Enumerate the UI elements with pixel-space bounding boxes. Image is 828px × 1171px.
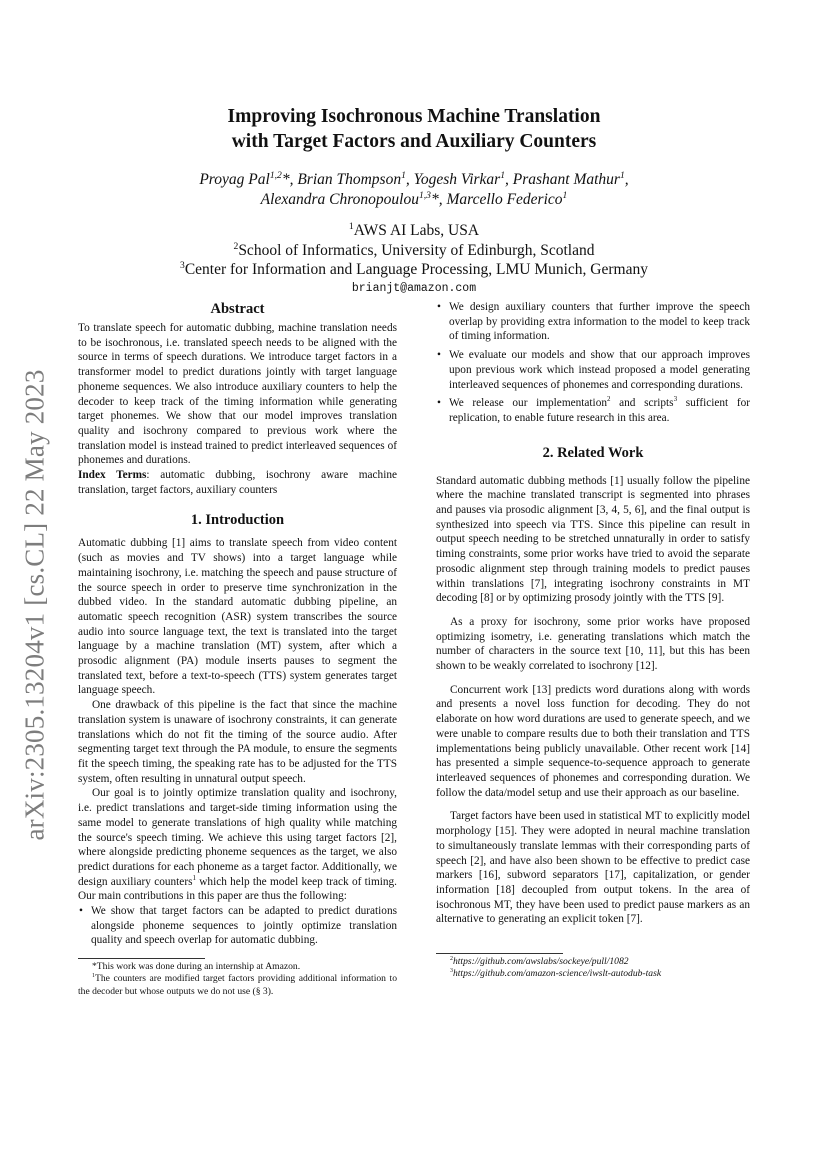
intro-paragraph-1: Automatic dubbing [1] aims to translate speech from video content (such as movies and TV shows) into a target language while maintaining isochrony, i.e. matching the speech and pause structure of the source speech in order to preserve time synchronization in the dubbed video. In the standard automatic dubbing pipeline, an automatic speech recognition (ASR) system transcribes the source audio into source language text, the text is translated into the target language by a machine translation (MT) system, after which a prosodic alignment (PA) module inserts pauses to segment the translated text, before a text-to-speech (TTS) system generates target language speech. <box>78 537 397 697</box>
footnote-rule-right <box>436 953 563 954</box>
affiliations: $^1$AWS AI Labs, USA $^2$School of Informatics, University of Edinburgh, Scotland $^3$Center for Information and Language Processing, LMU Munich, Germany <box>180 220 648 278</box>
footnote-link-sockeye[interactable]: https://github.com/awslabs/sockeye/pull/1082 <box>452 956 629 968</box>
contact-email[interactable]: brianjt@amazon.com <box>351 282 477 295</box>
left-column <box>78 300 397 998</box>
intro-paragraph-2: One drawback of this pipeline is the fact that since the machine translation system is unaware of isochrony constraints, it can generate translations which do not fit the timing of the source audio. After segmenting target text through the PA module, to ensure the segments fit the speech timing, the speaking rate has to be adjusted for the TTS system, often resulting in unnatural output speech. <box>78 699 397 785</box>
abstract-text: To translate speech for automatic dubbing, machine translation needs to be isochronous, i.e. translated speech needs to be aligned with the source in terms of speech durations. We introduce target factors in a transformer model to predict durations jointly with target language phoneme sequences. We also introduce auxiliary counters to help the decoder to keep track of the timing information while generating target phonemes. We show that our model improves translation quality and isochrony compared to previous work where the translation model is instead trained to predict interleaved sequences of phonemes and durations. <box>78 322 397 467</box>
author-list: Proyag Pal$^{1,2}$*, Brian Thompson$^1$, Yogesh Virkar$^1$, Prashant Mathur$^1$, Alexandra Chronopoulou$^{1,3}$*, Marcello Federico$^1$ <box>199 169 629 208</box>
footnote-rule <box>78 958 205 959</box>
footnote-link-autodub[interactable]: https://github.com/amazon-science/iwslt-autodub-task <box>452 968 662 980</box>
index-terms: Index Terms: automatic dubbing, isochrony aware machine translation, target factors, auxiliary counters <box>78 469 398 496</box>
contribution-bullet-4: • We release our implementation$^2$ and scripts$^3$ sufficient for replication, to enable future research in this area. <box>436 396 750 425</box>
intro-paragraph-3: Our goal is to jointly optimize translation quality and isochrony, i.e. predict translations and target-side timing information using the same model to generate translations of high quality while matching the source's speech timing. We achieve this using target factors [2], where alongside predicting phoneme sequences as the target, we also predict durations for each phoneme as a target factor. Additionally, we design auxiliary counters$^1$ which help the model keep track of timing. Our main contributions in this paper are thus the following: <box>78 787 397 903</box>
related-paragraph-1: Standard automatic dubbing methods [1] usually follow the pipeline where the machine translated transcript is segmented into phrases and pauses via prosodic alignment [3, 4, 5, 6], and the final output is synthesized into speech via TTS. Since this pipeline can result in output speech needing to be stretched unnaturally in order to satisfy timing constraints, some prior works have tried to avoid the separate prosodic alignment step through training models to predict pauses within translations [7], integrating isochrony constraints in MT decoding [8] or by optimizing prosody jointly with the TTS [9]. <box>436 474 750 605</box>
related-paragraph-4: Target factors have been used in statistical MT to explicitly model morphology [15]. They were adopted in neural machine translation to simultaneously translate lemmas with their corresponding parts of speech [2], and have also been shown to be effective to predict case markers [16], subword separators [17], capitalization, or gender information [18] decoupled from output tokens. In the area of isochronous MT, they have been used to predict pause markers as an alternative to generating an explicit token [7]. <box>436 810 750 926</box>
footnotes-left: *This work was done during an internship at Amazon. $^1$The counters are modified target factors providing additional information to the decoder but whose outputs we do not use (§ 3). <box>78 961 397 997</box>
contribution-bullet-2: • We design auxiliary counters that further improve the speech overlap by providing extra information to the model to keep track of timing information. <box>436 300 750 344</box>
related-work-heading: 2. Related Work <box>542 444 644 461</box>
intro-heading: 1. Introduction <box>190 512 285 529</box>
abstract-heading: Abstract <box>210 301 265 317</box>
arxiv-stamp: arXiv:2305.13204v1 [cs.CL] 22 May 2023 <box>19 369 50 841</box>
related-paragraph-2: As a proxy for isochrony, some prior works have proposed optimizing isometry, i.e. generating translations which match the number of characters in the source text [10, 11], but this has been shown to be weakly correlated to isochrony [12]. <box>436 615 750 673</box>
right-column <box>436 300 750 980</box>
related-paragraph-3: Concurrent work [13] predicts word durations along with words and presents a novel loss function for decoding. They do not elaborate on how word durations are used to generate speech, and we were unable to compare results due to both their translation and TTS implementations being publicly unavailable. Other recent work [14] has presented a simple sequence-to-sequence approach to generate interleaved sequences of phonemes and corresponding duration. We follow the data/model setup and use their approach as our baseline. <box>436 683 750 799</box>
footnotes-right: $^2$https://github.com/awslabs/sockeye/pull/1082 $^3$https://github.com/amazon-science/iwslt-autodub-task <box>450 955 662 980</box>
contribution-bullet-1: • We show that target factors can be adapted to predict durations alongside phoneme sequences to jointly optimize translation quality and speech overlap for automatic dubbing. <box>78 904 397 948</box>
paper-title: Improving Isochronous Machine Translation with Target Factors and Auxiliary Counters <box>227 106 601 152</box>
contribution-bullet-3: • We evaluate our models and show that our approach improves upon previous work which instead proposed a model generating interleaved sequences of phonemes and corresponding durations. <box>436 348 750 392</box>
